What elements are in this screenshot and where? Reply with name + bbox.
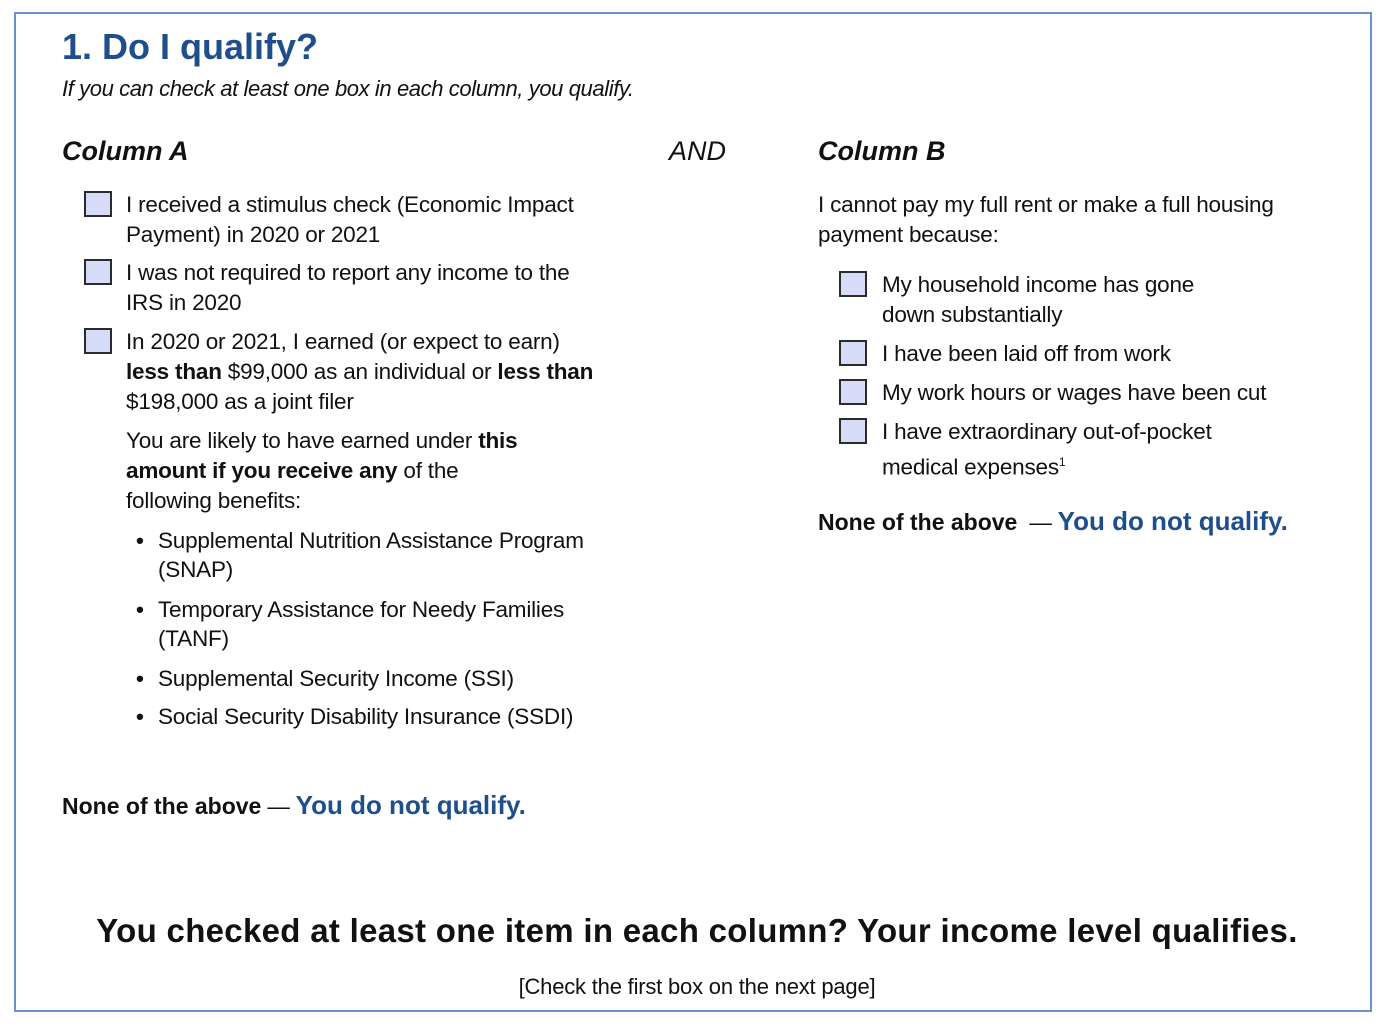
bullet: •: [136, 666, 144, 691]
benefit-ssi: • Supplemental Security Income (SSI): [136, 666, 514, 691]
next-step-note: [Check the first box on the next page]: [518, 974, 876, 999]
item-label: My household income has gone down substantially: [882, 272, 1195, 327]
column-a-item-no-irs-report: [84, 258, 570, 318]
column-b-intro: I cannot pay my full rent or make a full housing payment because:: [818, 192, 1274, 247]
item-label: In 2020 or 2021, I earned (or expect to earn) less than $99,000 as an individual or less than $198,000 as a joint filer: [126, 329, 594, 414]
column-a-heading: Column A: [62, 136, 189, 166]
column-b-item-income-down: [839, 270, 1194, 330]
section-title: 1. Do I qualify?: [62, 26, 319, 67]
bullet: •: [136, 597, 144, 622]
item-label: I have extraordinary out-of-pocket medical expenses$^1$: [882, 419, 1212, 480]
column-a-none-of-above: None of the above — You do not qualify.: [62, 790, 526, 820]
column-b-item-hours-cut: [839, 378, 1266, 408]
benefits-intro: You are likely to have earned under this amount if you receive any of the following benefits:: [126, 428, 518, 513]
checkbox-stimulus[interactable]: [84, 191, 112, 217]
column-b-item-laid-off: [839, 339, 1171, 369]
qualify-result: You checked at least one item in each column? Your income level qualifies.: [96, 912, 1298, 949]
checkbox-income-limit[interactable]: [84, 328, 112, 354]
benefit-tanf: • Temporary Assistance for Needy Families (TANF): [136, 597, 565, 651]
column-b-none-of-above: None of the above — You do not qualify.: [818, 506, 1288, 536]
column-a-item-income-limit: [84, 327, 593, 417]
bullet: •: [136, 528, 144, 553]
benefit-snap: • Supplemental Nutrition Assistance Program (SNAP): [136, 528, 584, 582]
bullet: •: [136, 704, 144, 729]
column-a-item-stimulus: [84, 190, 574, 250]
and-label: AND: [669, 136, 727, 166]
checkbox-income-down[interactable]: [839, 271, 867, 297]
checkbox-medical-expenses[interactable]: [839, 418, 867, 444]
item-label: My work hours or wages have been cut: [882, 380, 1267, 405]
checkbox-hours-cut[interactable]: [839, 379, 867, 405]
column-b-heading: Column B: [818, 136, 946, 166]
item-label: I was not required to report any income to the IRS in 2020: [126, 260, 570, 315]
checkbox-no-irs-report[interactable]: [84, 259, 112, 285]
footnote-marker: 1: [1058, 455, 1066, 469]
item-label: I received a stimulus check (Economic Impact Payment) in 2020 or 2021: [126, 192, 574, 247]
instruction-text: If you can check at least one box in each column, you qualify.: [62, 76, 634, 101]
benefit-ssdi: • Social Security Disability Insurance (SSDI): [136, 704, 574, 729]
checkbox-laid-off[interactable]: [839, 340, 867, 366]
item-label: I have been laid off from work: [882, 341, 1171, 366]
column-b-item-medical: [839, 417, 1212, 483]
